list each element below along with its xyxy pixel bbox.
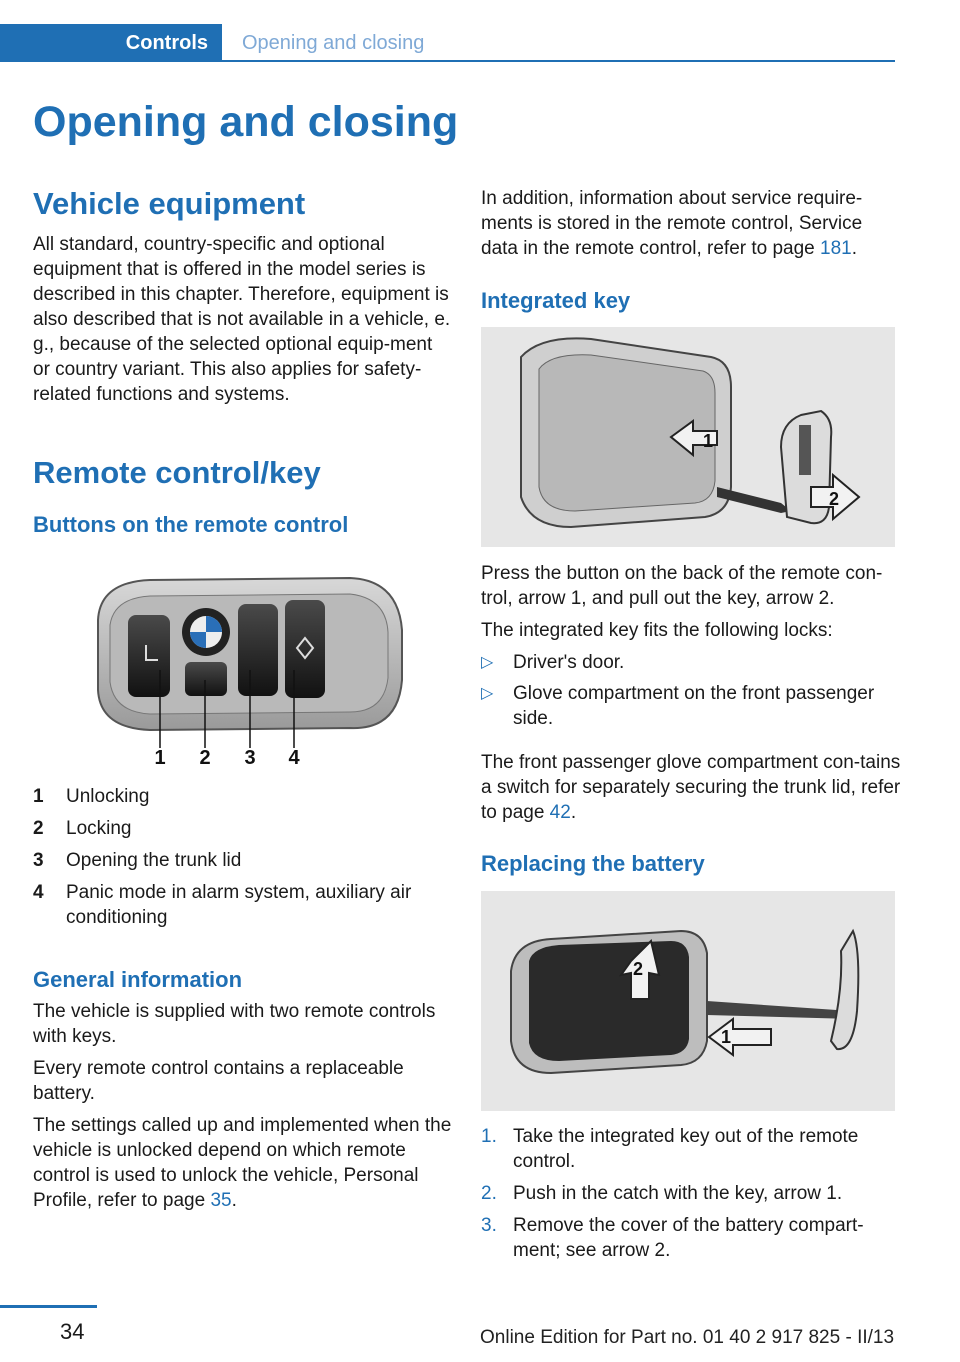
panic-button-shape (285, 600, 325, 698)
general-p2: Every remote control contains a replaceable battery. (33, 1058, 404, 1104)
replacing-battery-heading: Replacing the battery (481, 851, 705, 876)
buttons-heading: Buttons on the remote control (33, 512, 349, 537)
section-tab (0, 24, 222, 62)
battery-figure (481, 891, 895, 1111)
service-data-text: In addition, information about service require-ments is stored in the remote control, Service data in the remote control, refer to page 181. (481, 188, 863, 259)
section-label: Controls (125, 32, 208, 54)
integrated-key-heading: Integrated key (481, 288, 631, 313)
callout-1: 1 (154, 747, 166, 769)
integrated-key-figure (481, 327, 895, 547)
page-link-42[interactable]: 42 (549, 802, 571, 823)
header-rule (222, 60, 895, 62)
locks-list (481, 650, 901, 737)
general-p3: The settings called up and implemented when the vehicle is unlocked depend on which remote control is used to unlock the vehicle, Personal Profile, refer to page 35. (33, 1115, 452, 1211)
list-item: 1. Take the integrated key out of the remote control. (481, 1126, 859, 1172)
arrow-2-label: 2 (829, 489, 840, 509)
callout-3: 3 (244, 747, 256, 769)
arrow-1-label: 1 (721, 1027, 732, 1047)
list-item: ▷ Glove compartment on the front passenger side. (481, 683, 875, 729)
remote-buttons-list (33, 784, 453, 937)
general-p1: The vehicle is supplied with two remote controls with keys. (33, 1001, 436, 1047)
list-item: 2 Locking (33, 818, 132, 839)
arrow-2-label: 2 (633, 959, 644, 979)
integrated-key-p3: The front passenger glove compartment con-tains a switch for separately securing the trunk lid, refer to page 42. (481, 752, 901, 823)
edition-text: Online Edition for Part no. 01 40 2 917 825 - II/13 (480, 1327, 895, 1348)
list-item: 3 Opening the trunk lid (33, 850, 242, 871)
page-number: 34 (60, 1319, 85, 1344)
vehicle-equipment-heading: Vehicle equipment (33, 186, 306, 221)
lock-button-shape (185, 662, 227, 696)
integrated-key-p1: Press the button on the back of the remote con-trol, arrow 1, and pull out the key, arrow 2. (481, 563, 883, 609)
page-link-35[interactable]: 35 (210, 1190, 232, 1211)
list-item: ▷ Driver's door. (481, 652, 625, 673)
remote-control-heading: Remote control/key (33, 455, 321, 490)
trunk-button-shape (238, 604, 278, 696)
callout-2: 2 (199, 747, 211, 769)
list-item: 1 Unlocking (33, 786, 150, 807)
unlock-button-shape (128, 615, 170, 697)
page-link-181[interactable]: 181 (820, 238, 852, 259)
vehicle-equipment-text: All standard, country-specific and optional equipment that is offered in the model series is described in this chapter. Therefore, equipment is also described that is not available in a vehicle, e. g., because of the selected optional equip-ment or country variant. This also applies for safety-related functions and systems. (33, 234, 451, 405)
running-header (0, 24, 895, 62)
remote-control-figure (80, 570, 420, 770)
header-title: Opening and closing (242, 32, 425, 54)
arrow-1-label: 1 (703, 431, 714, 451)
page-title: Opening and closing (33, 98, 459, 146)
list-item: 3. Remove the cover of the battery compart-ment; see arrow 2. (481, 1215, 864, 1261)
list-item: 2. Push in the catch with the key, arrow 1. (481, 1183, 843, 1204)
integrated-key-p2: The integrated key fits the following locks: (481, 620, 833, 641)
battery-steps (481, 1124, 901, 1270)
general-information-heading: General information (33, 967, 243, 992)
footer-rule (0, 1305, 97, 1308)
callout-4: 4 (288, 747, 300, 769)
list-item: 4 Panic mode in alarm system, auxiliary air conditioning (33, 882, 412, 928)
triangle-bullet-icon: ▷ (481, 654, 494, 671)
triangle-bullet-icon: ▷ (481, 685, 494, 702)
